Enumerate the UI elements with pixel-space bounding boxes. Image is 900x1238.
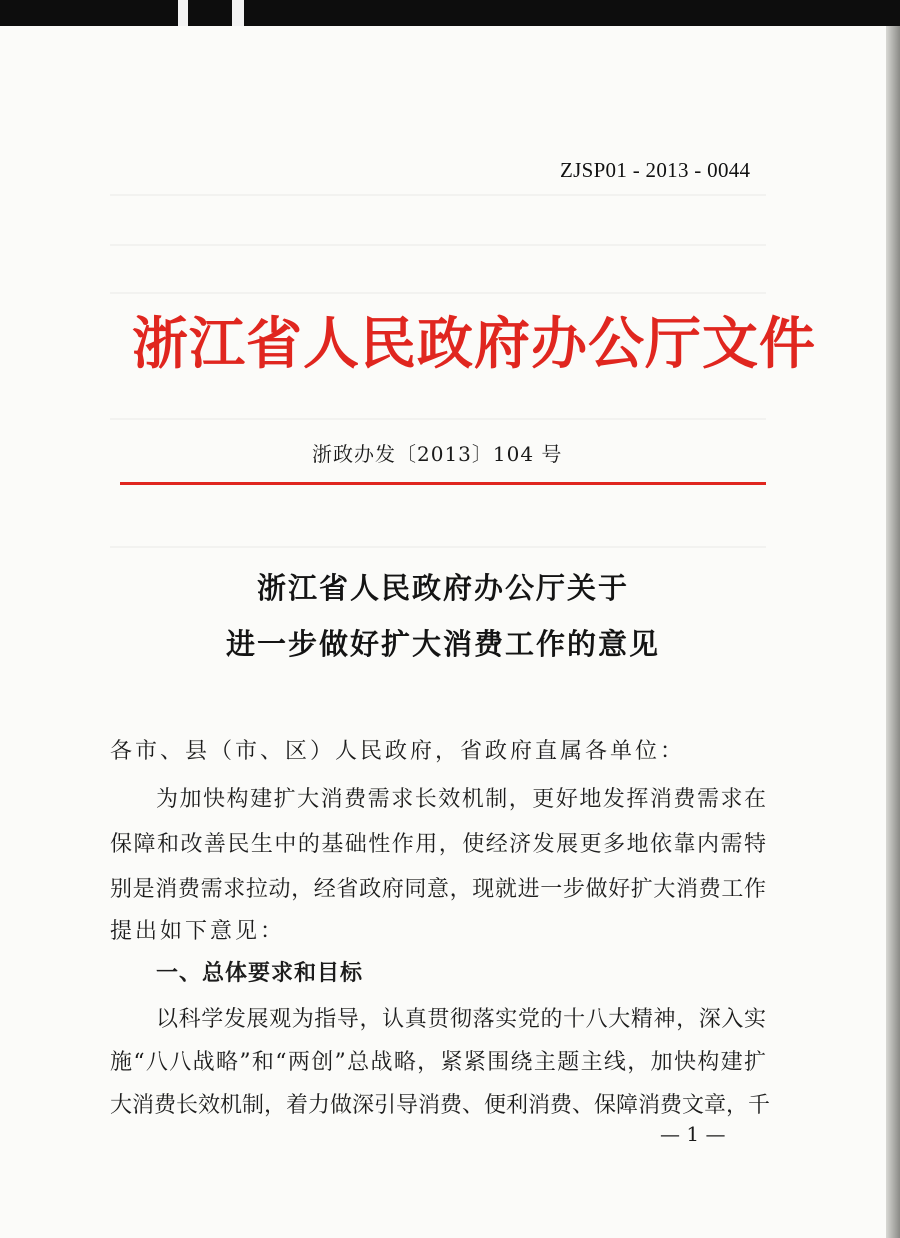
section-heading: 一、总体要求和目标 <box>156 961 364 986</box>
paragraph-line: 为加快构建扩大消费需求长效机制，更好地发挥消费需求在 <box>156 787 766 812</box>
paragraph-line: 提出如下意见： <box>110 919 286 944</box>
addressee: 各市、县（市、区）人民政府，省政府直属各单位： <box>110 739 686 764</box>
binder-strip <box>232 0 244 26</box>
bleed-through-line <box>110 418 766 420</box>
document-number: 浙政办发〔2013〕104 号 <box>312 442 563 466</box>
document-code: ZJSP01 - 2013 - 0044 <box>560 158 751 182</box>
bleed-through-line <box>110 546 766 548</box>
bleed-through-line <box>110 292 766 294</box>
bleed-through-line <box>110 194 766 196</box>
binder-strip <box>178 0 188 26</box>
scan-top-border <box>0 0 900 26</box>
document-title-line-2: 进一步做好扩大消费工作的意见 <box>225 627 660 661</box>
paragraph-line: 施“八八战略”和“两创”总战略，紧紧围绕主题主线，加快构建扩 <box>110 1050 766 1075</box>
issuer-header: 浙江省人民政府办公厅文件 <box>132 311 816 377</box>
paragraph-line: 以科学发展观为指导，认真贯彻落实党的十八大精神，深入实 <box>156 1007 766 1032</box>
bleed-through-line <box>110 244 766 246</box>
paragraph-line: 保障和改善民生中的基础性作用，使经济发展更多地依靠内需特 <box>110 832 766 857</box>
document-title-line-1: 浙江省人民政府办公厅关于 <box>256 571 629 605</box>
page-edge-shadow <box>886 26 900 1238</box>
page-number: — 1 — <box>660 1122 726 1146</box>
paragraph-line: 大消费长效机制，着力做深引导消费、便利消费、保障消费文章，千 <box>110 1093 771 1118</box>
red-separator-line <box>120 482 766 485</box>
paragraph-line: 别是消费需求拉动，经省政府同意，现就进一步做好扩大消费工作 <box>110 877 766 902</box>
